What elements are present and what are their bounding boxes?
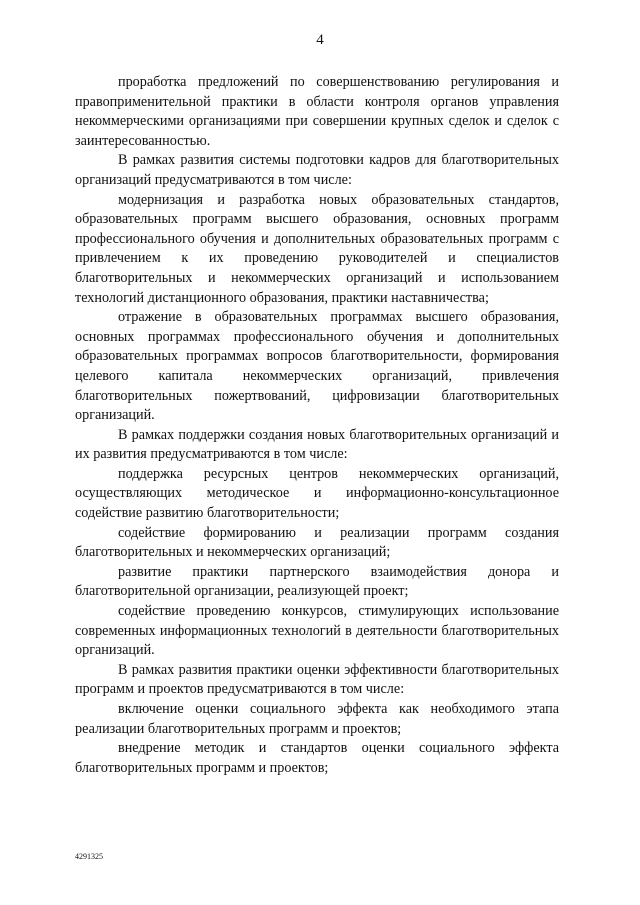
paragraph: внедрение методик и стандартов оценки социального эффекта благотворительных программ и проектов; xyxy=(75,740,559,776)
document-code: 4291325 xyxy=(75,852,103,861)
document-body xyxy=(75,73,559,778)
paragraph: В рамках развития практики оценки эффективности благотворительных программ и проектов предусматриваются в том числе: xyxy=(75,661,559,698)
paragraph: модернизация и разработка новых образовательных стандартов, образовательных программ высшего образования, основных программ профессионального обучения и дополнительных образовательных программ с привлечением к их проведению руководителей и специалистов благотворительных и некоммерческих организаций и использованием технологий дистанционного образования, практики наставничества; xyxy=(75,191,559,306)
paragraph: В рамках поддержки создания новых благотворительных организаций и их развития предусматриваются в том числе: xyxy=(75,426,559,463)
page-number: 4 xyxy=(316,32,324,48)
paragraph: В рамках развития системы подготовки кадров для благотворительных организаций предусматриваются в том числе: xyxy=(75,152,559,188)
paragraph: включение оценки социального эффекта как необходимого этапа реализации благотворительных программ и проектов; xyxy=(75,701,559,737)
paragraph: проработка предложений по совершенствованию регулирования и правоприменительной практики в области контроля органов управления некоммерческими организациями при совершении крупных сделок и сделок с заинтересованностью. xyxy=(75,74,559,149)
paragraph: содействие формированию и реализации программ создания благотворительных и некоммерческих организаций; xyxy=(75,524,559,561)
paragraph: поддержка ресурсных центров некоммерческих организаций, осуществляющих методическое и информационно-консультационное содействие развитию благотворительности; xyxy=(75,465,559,522)
paragraph: развитие практики партнерского взаимодействия донора и благотворительной организации, реализующей проект; xyxy=(75,563,559,600)
paragraph: содействие проведению конкурсов, стимулирующих использование современных информационных технологий в деятельности благотворительных организаций. xyxy=(75,603,559,659)
paragraph: отражение в образовательных программах высшего образования, основных программах профессионального обучения и дополнительных образовательных программах вопросов благотворительности, формирования целевого капитала некоммерческих организаций, привлечения благотворительных пожертвований, цифровизации благотворительных организаций. xyxy=(75,309,559,424)
